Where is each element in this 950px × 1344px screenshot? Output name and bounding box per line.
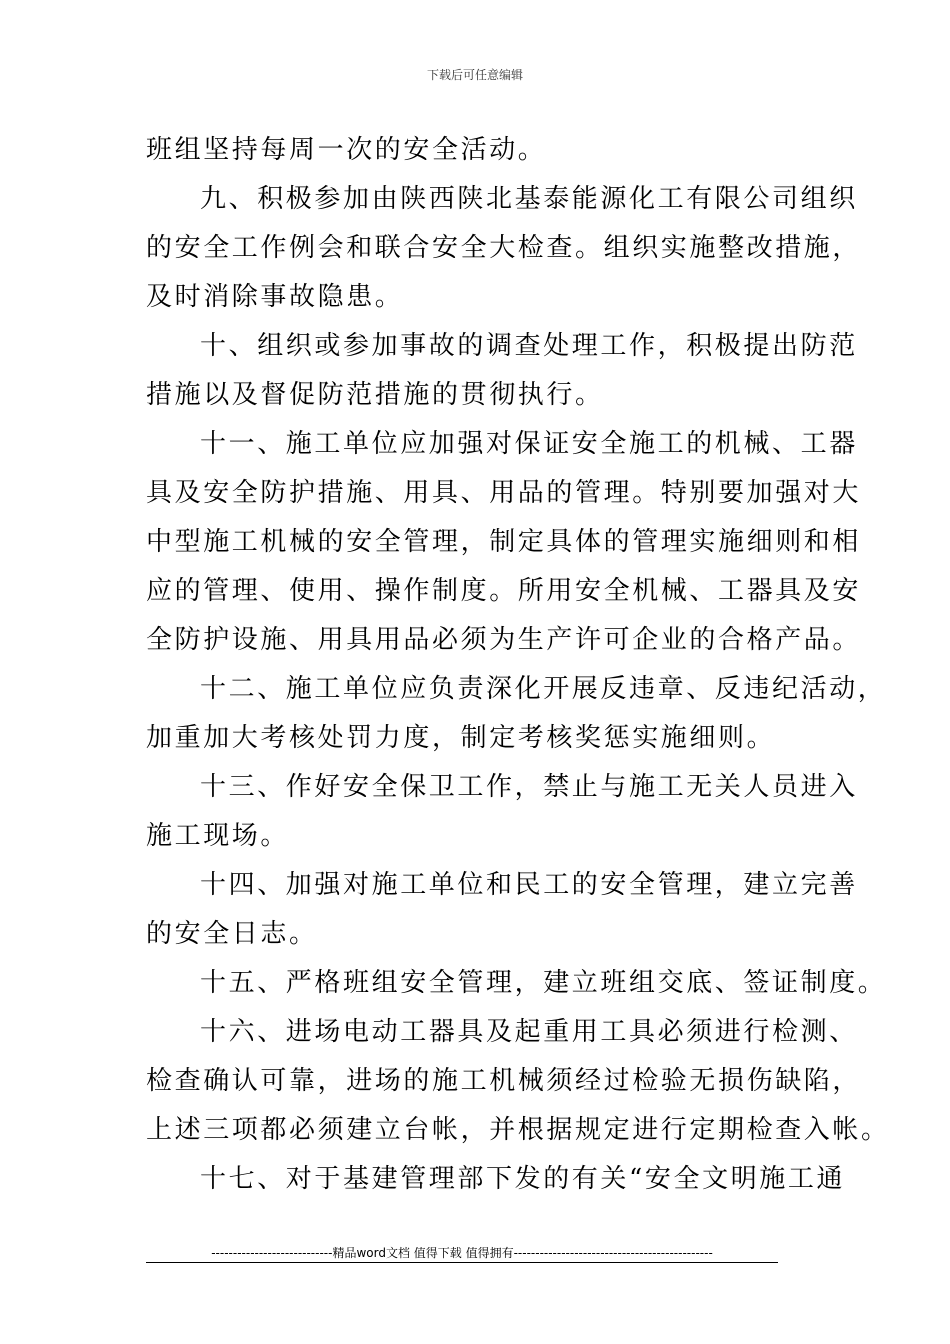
text-line: 措施以及督促防范措施的贯彻执行。 xyxy=(146,380,604,410)
text-line: 十三、作好安全保卫工作，禁止与施工无关人员进入 xyxy=(200,772,858,802)
text-line: 九、积极参加由陕西陕北基泰能源化工有限公司组织 xyxy=(200,184,858,214)
text-line: 十、组织或参加事故的调查处理工作，积极提出防范 xyxy=(200,331,858,361)
text-line: 检查确认可靠，进场的施工机械须经过检验无损伤缺陷， xyxy=(146,1066,862,1096)
text-line: 施工现场。 xyxy=(146,821,290,851)
text-line: 十二、施工单位应负责深化开展反违章、反违纪活动， xyxy=(200,674,887,704)
text-line: 具及安全防护措施、用具、用品的管理。特别要加强对大 xyxy=(146,478,862,508)
text-line: 十六、进场电动工器具及起重用工具必须进行检测、 xyxy=(200,1017,858,1047)
text-line: 应的管理、使用、操作制度。所用安全机械、工器具及安 xyxy=(146,576,862,606)
page-header-note: 下载后可任意编辑 xyxy=(426,68,523,82)
text-line: 中型施工机械的安全管理，制定具体的管理实施细则和相 xyxy=(146,527,862,557)
text-line: 的安全日志。 xyxy=(146,919,318,949)
text-line: 全防护设施、用具用品必须为生产许可企业的合格产品。 xyxy=(146,625,862,655)
text-line: 十四、加强对施工单位和民工的安全管理，建立完善 xyxy=(200,870,858,900)
text-line: 上述三项都必须建立台帐，并根据规定进行定期检查入帐。 xyxy=(146,1115,890,1145)
text-line: 及时消除事故隐患。 xyxy=(146,282,404,312)
text-line: 的安全工作例会和联合安全大检查。组织实施整改措施， xyxy=(146,233,862,263)
text-line: 十五、严格班组安全管理，建立班组交底、签证制度。 xyxy=(200,968,887,998)
text-line: 班组坚持每周一次的安全活动。 xyxy=(146,135,547,165)
text-line: 十一、施工单位应加强对保证安全施工的机械、工器 xyxy=(200,429,858,459)
footer-divider xyxy=(146,1262,778,1263)
text-line: 加重加大考核处罚力度，制定考核奖惩实施细则。 xyxy=(146,723,776,753)
text-line: 十七、对于基建管理部下发的有关“安全文明施工通 xyxy=(200,1164,846,1194)
document-body xyxy=(146,126,890,1204)
page-footer-note: ----------------------------精品word文档 值得下载 值得拥有---------------------------------------------- xyxy=(211,1246,713,1260)
